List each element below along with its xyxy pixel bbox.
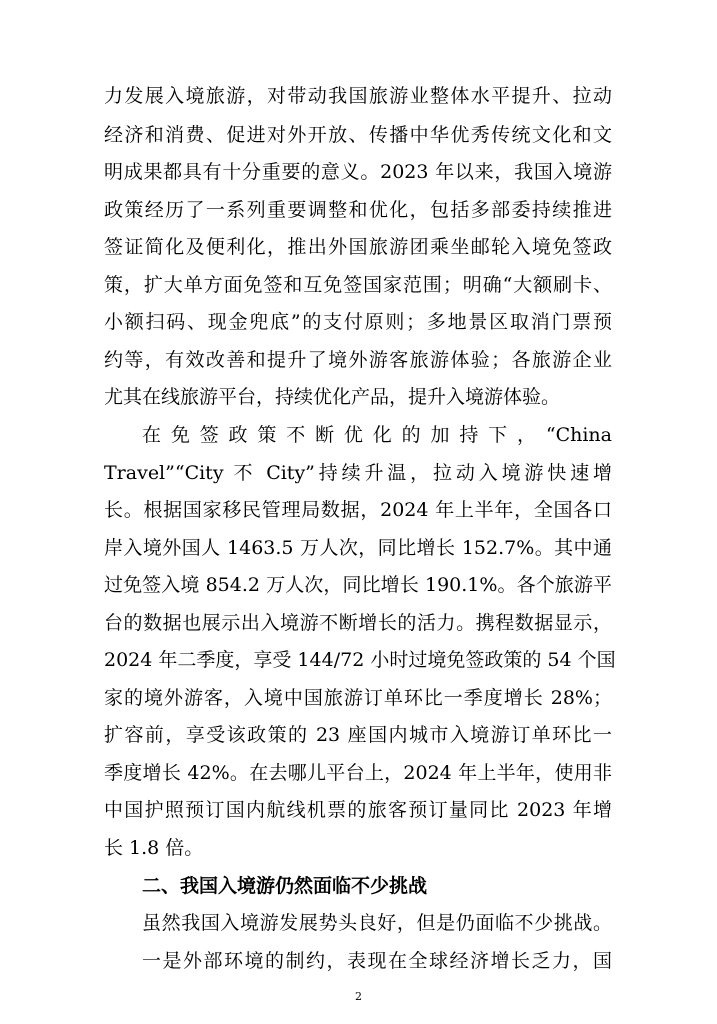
text-line: 中国护照预订国内航线机票的旅客预订量同比 2023 年增 [104, 799, 612, 821]
text-line: 小额扫码、现金兜底”的支付原则；多地景区取消门票预 [104, 311, 612, 333]
text-line: 经济和消费、促进对外开放、传播中华优秀传统文化和文 [104, 124, 612, 146]
text-line: 扩容前，享受该政策的 23 座国内城市入境游订单环比一 [104, 724, 612, 746]
text-line: 台的数据也展示出入境游不断增长的活力。携程数据显示， [104, 612, 612, 634]
text-line: 约等，有效改善和提升了境外游客旅游体验；各旅游企业 [104, 349, 612, 371]
text-line: 政策经历了一系列重要调整和优化，包括多部委持续推进 [104, 199, 612, 221]
text-line: 家的境外游客，入境中国旅游订单环比一季度增长 28%； [104, 687, 612, 709]
text-line: 长。根据国家移民管理局数据，2024 年上半年，全国各口 [104, 499, 612, 521]
text-line: 策，扩大单方面免签和互免签国家范围；明确“大额刷卡、 [104, 274, 612, 296]
text-line: 虽然我国入境游发展势头良好，但是仍面临不少挑战。 [142, 912, 612, 934]
text-line: 季度增长 42%。在去哪儿平台上，2024 年上半年，使用非 [104, 762, 612, 784]
text-line: 力发展入境旅游，对带动我国旅游业整体水平提升、拉动 [104, 85, 612, 107]
text-line: 长 1.8 倍。 [104, 837, 204, 859]
text-line: 过免签入境 854.2 万人次，同比增长 190.1%。各个旅游平 [104, 574, 612, 596]
section-heading: 二、我国入境游仍然面临不少挑战 [142, 875, 428, 897]
text-line: 签证简化及便利化，推出外国旅游团乘坐邮轮入境免签政 [104, 236, 612, 258]
text-line: Travel”“City 不 City”持续升温，拉动入境游快速增 [104, 462, 612, 484]
text-line: 2024 年二季度，享受 144/72 小时过境免签政策的 54 个国 [104, 649, 616, 671]
page-number: 2 [355, 990, 362, 1003]
text-line: 明成果都具有十分重要的意义。2023 年以来，我国入境游 [104, 161, 612, 183]
text-line: 在免签政策不断优化的加持下，“China [142, 424, 612, 446]
text-line: 一是外部环境的制约，表现在全球经济增长乏力，国 [142, 950, 612, 972]
text-line: 岸入境外国人 1463.5 万人次，同比增长 152.7%。其中通 [104, 537, 612, 559]
text-line: 尤其在线旅游平台，持续优化产品，提升入境游体验。 [104, 386, 561, 408]
